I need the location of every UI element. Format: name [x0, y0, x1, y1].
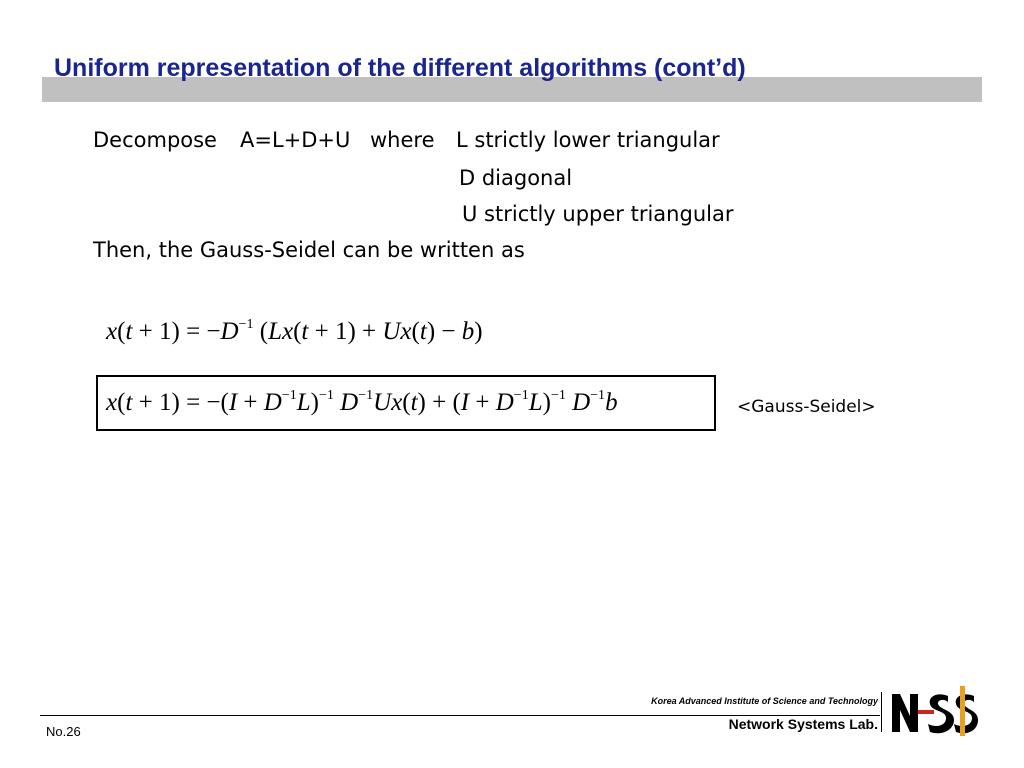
gauss-seidel-label: <Gauss-Seidel> [737, 397, 876, 417]
equation-2: $x(t + 1) = -(I + D^{-1}L)^{-1}$ $D^{-1}Ux(t) + (I + D^{-1}L)^{-1}$ $D^{-1}b$ [106, 388, 618, 416]
l-definition: L strictly lower triangular [456, 128, 720, 152]
footer-vertical-divider [881, 692, 882, 732]
d-definition: D diagonal [459, 166, 573, 190]
lab-name: Network Systems Lab. [728, 716, 878, 732]
slide-title: Uniform representation of the different algorithms (cont’d) [54, 54, 746, 82]
institute-name: Korea Advanced Institute of Science and Technology [651, 696, 878, 706]
equation-1: $x(t + 1) = -D^{-1}$ (Lx(t + 1) + Ux(t) − b) [106, 317, 483, 345]
slide-number: No.26 [46, 724, 81, 739]
nss-logo-icon [888, 684, 978, 738]
decompose-label: Decompose [93, 128, 217, 152]
u-definition: U strictly upper triangular [462, 202, 734, 226]
where-label: where [370, 128, 435, 152]
gauss-seidel-intro: Then, the Gauss-Seidel can be written as [93, 238, 525, 262]
decompose-equation: A=L+D+U [240, 128, 351, 152]
